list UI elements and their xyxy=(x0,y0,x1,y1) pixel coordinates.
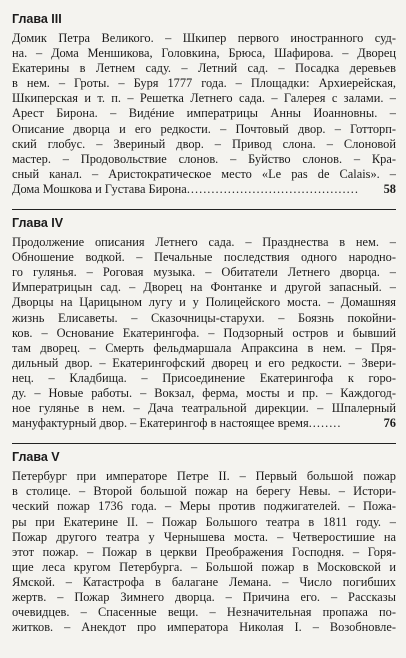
toc-line: Екатерины в Летнем саду. – Летний сад. – Посадка деревьев xyxy=(12,61,396,76)
toc-line: нец. – Кладбища. – Присоединение Екатерингофа к горо- xyxy=(12,370,396,385)
chapter-5-title: Глава V xyxy=(12,450,60,465)
toc-line: ский глобус. – Звериный двор. – Привод слона. – Слоновой xyxy=(12,136,396,151)
toc-line: Арест Бирона. – Видéние императрицы Анны Иоанновны. – xyxy=(12,106,396,121)
chapter-4-text xyxy=(12,235,396,431)
toc-line: этот пожар. – Пожар в церкви Преображения Господня. – Горя- xyxy=(12,544,396,559)
toc-entry-last-line xyxy=(12,182,396,197)
toc-line: Дома Мошкова и Густава Бирона xyxy=(12,181,187,196)
leader-dots: .......................................... xyxy=(186,181,359,196)
toc-line: на. – Дома Меншикова, Головкина, Брюса, Шафирова. – Дворец xyxy=(12,46,396,61)
toc-entry-last-line xyxy=(12,416,396,431)
chapter-3-text xyxy=(12,31,396,197)
toc-line: Пожар другого театра у Чернышева моста. – Четверостишие на xyxy=(12,529,396,544)
chapter-3 xyxy=(12,12,396,197)
toc-line: там дворец. – Смерть фельдмаршала Апраксина в нем. – Пря- xyxy=(12,340,396,355)
page-number: 58 xyxy=(383,181,396,196)
toc-line: жертв. – Пожар Зимнего дворца. – Причина его. – Рассказы xyxy=(12,590,396,604)
chapter-4-title: Глава IV xyxy=(12,216,64,231)
toc-line: житков. – Анекдот про императора Николая I. – Возобновле- xyxy=(12,620,396,635)
toc-line: ков. – Основание Екатерингофа. – Подзорный остров и бывший xyxy=(12,325,396,340)
toc-line: очевидцев. – Спасенные вещи. – Незначительная пропажа по- xyxy=(12,605,396,620)
toc-line: мастер. – Продовольствие слонов. – Буйство слонов. – Кра- xyxy=(12,151,396,166)
toc-line: Ямской. – Катастрофа в балагане Лемана. – Число погибших xyxy=(12,574,396,589)
toc-line: ное гулянье в нем. – Дача театральной дирекции. – Шпалерный xyxy=(12,401,396,416)
toc-line: ду. – Новые работы. – Вокзал, ферма, мосты и пр. – Каждогод- xyxy=(12,385,396,400)
toc-line: мануфактурный двор. – Екатерингоф в настоящее время xyxy=(12,416,309,431)
chapter-3-title: Глава III xyxy=(12,12,62,26)
toc-line: Домик Петра Великого. – Шкипер первого иностранного суд- xyxy=(12,31,396,45)
section-divider xyxy=(12,443,396,444)
section-divider xyxy=(12,209,396,210)
toc-line: Императрицын сад. – Дворец на Фонтанке и другой запасный. – xyxy=(12,280,396,295)
toc-line: сный канал. – Аристократическое место «Le pas de Calais». – xyxy=(12,166,396,181)
toc-line: Продолжение описания Летнего сада. – Празднества в нем. – xyxy=(12,235,396,250)
toc-line: Описание дворца и его редкости. – Почтовый двор. – Готторп- xyxy=(12,121,396,136)
toc-line: Дворцы на Царицыном лугу и у Полицейского моста. – Домашняя xyxy=(12,295,396,310)
toc-line: ры при Екатерине II. – Пожар Большого театра в 1811 году. – xyxy=(12,514,396,529)
toc-line: Шкиперская и т. п. – Решетка Летнего сада. – Галерея с залами. – xyxy=(12,91,396,106)
toc-line: в столице. – Второй большой пожар на берегу Невы. – Истори- xyxy=(12,484,396,499)
toc-line: в нем. – Гроты. – Буря 1777 года. – Площадки: Архиерейская, xyxy=(12,76,396,91)
toc-line: Обношение водкой. – Печальные последствия одного народно- xyxy=(12,250,396,265)
toc-line: жизнь Елисаветы. – Сказочницы-старухи. – Боязнь покойни- xyxy=(12,310,396,325)
toc-line: щие леса кругом Петербурга. – Большой пожар в Московской и xyxy=(12,559,396,574)
chapter-5 xyxy=(12,450,396,635)
toc-line: го гулянья. – Роговая музыка. – Обитатели Летнего дворца. – xyxy=(12,265,396,280)
page-number: 76 xyxy=(383,416,396,431)
chapter-5-text xyxy=(12,469,396,635)
leader-dots: ........ xyxy=(308,416,342,431)
toc-line: ческий пожар 1736 года. – Меры против поджигателей. – Пожа- xyxy=(12,499,396,514)
chapter-4 xyxy=(12,216,396,431)
toc-line: дильный двор. – Екатерингофский дворец и его редкости. – Звери- xyxy=(12,355,396,370)
toc-line: Петербург при императоре Петре II. – Первый большой пожар xyxy=(12,469,396,484)
